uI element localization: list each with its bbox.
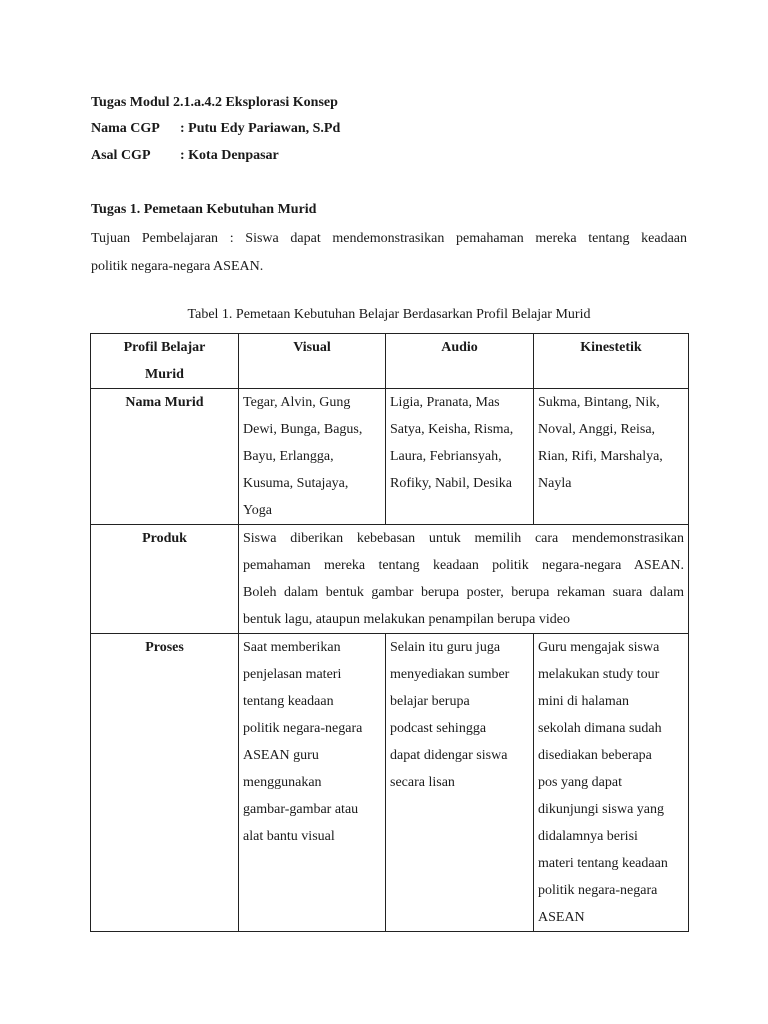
header-profil bbox=[91, 334, 239, 389]
cell-line: dikunjungi siswa yang bbox=[538, 802, 664, 817]
cell-line: gambar-gambar atau bbox=[243, 802, 359, 817]
header-profil-line: Profil Belajar bbox=[123, 340, 206, 355]
cell-line: dapat didengar siswa bbox=[390, 748, 508, 763]
cell-line: Satya, Keisha, Risma, bbox=[390, 422, 514, 437]
cell-produk bbox=[239, 525, 689, 634]
cell-line: politik negara-negara bbox=[243, 721, 363, 736]
learning-objective bbox=[91, 225, 687, 280]
cell-line: pos yang dapat bbox=[538, 775, 622, 790]
cell-line: Tegar, Alvin, Gung bbox=[243, 395, 351, 410]
cell-line: Rian, Rifi, Marshalya, bbox=[538, 449, 663, 464]
cell-line: mini di halaman bbox=[538, 694, 629, 709]
cell-nama-visual bbox=[239, 389, 386, 525]
cell-line: Kusuma, Sutajaya, bbox=[243, 476, 349, 491]
assignment-title: Tugas Modul 2.1.a.4.2 Eksplorasi Konsep bbox=[91, 95, 338, 110]
cell-line: pemahaman mereka tentang keadaan politik negara-negara ASEAN. bbox=[243, 558, 684, 573]
name-value: : Putu Edy Pariawan, S.Pd bbox=[180, 121, 341, 136]
cell-line: politik negara-negara bbox=[538, 883, 658, 898]
cell-line: Laura, Febriansyah, bbox=[390, 449, 502, 464]
header-kinestetik: Kinestetik bbox=[534, 334, 689, 389]
cell-line: Boleh dalam bentuk gambar berupa poster, berupa rekaman suara dalam bbox=[243, 585, 684, 600]
row-label-produk: Produk bbox=[91, 525, 239, 634]
cell-line: ASEAN guru bbox=[243, 748, 319, 763]
row-label-nama-murid: Nama Murid bbox=[91, 389, 239, 525]
cell-line: sekolah dimana sudah bbox=[538, 721, 662, 736]
cell-line: Siswa diberikan kebebasan untuk memilih cara mendemonstrasikan bbox=[243, 531, 684, 546]
table-row-proses bbox=[91, 634, 689, 932]
origin-row bbox=[91, 146, 279, 166]
cell-line: bentuk lagu, ataupun melakukan penampilan berupa video bbox=[243, 612, 570, 627]
header-visual: Visual bbox=[239, 334, 386, 389]
cell-line: Yoga bbox=[243, 503, 272, 518]
header-profil-line: Murid bbox=[145, 367, 184, 382]
table-row-nama-murid bbox=[91, 389, 689, 525]
cell-line: Rofiky, Nabil, Desika bbox=[390, 476, 512, 491]
cell-line: ASEAN bbox=[538, 910, 585, 925]
origin-label: Asal CGP bbox=[91, 148, 151, 163]
cell-line: menggunakan bbox=[243, 775, 322, 790]
header-audio: Audio bbox=[386, 334, 534, 389]
cell-line: penjelasan materi bbox=[243, 667, 342, 682]
cell-line: Noval, Anggi, Reisa, bbox=[538, 422, 656, 437]
cell-proses-audio bbox=[386, 634, 534, 932]
cell-line: menyediakan sumber bbox=[390, 667, 510, 682]
cell-line: Bayu, Erlangga, bbox=[243, 449, 334, 464]
cell-line: disediakan beberapa bbox=[538, 748, 652, 763]
cell-line: Ligia, Pranata, Mas bbox=[390, 395, 500, 410]
origin-value: : Kota Denpasar bbox=[180, 148, 279, 163]
table-caption: Tabel 1. Pemetaan Kebutuhan Belajar Berdasarkan Profil Belajar Murid bbox=[187, 307, 591, 322]
cell-line: Guru mengajak siswa bbox=[538, 640, 660, 655]
cell-line: Selain itu guru juga bbox=[390, 640, 501, 655]
learning-objective-line: Tujuan Pembelajaran : Siswa dapat mendemonstrasikan pemahaman mereka tentang keadaan bbox=[91, 231, 687, 246]
row-label-proses: Proses bbox=[91, 634, 239, 932]
learning-objective-line: politik negara-negara ASEAN. bbox=[91, 258, 264, 274]
cell-line: Nayla bbox=[538, 476, 572, 491]
cell-proses-visual bbox=[239, 634, 386, 932]
cell-line: belajar berupa bbox=[390, 694, 470, 709]
section-title: Tugas 1. Pemetaan Kebutuhan Murid bbox=[91, 202, 317, 217]
cell-nama-audio bbox=[386, 389, 534, 525]
table-row-produk bbox=[91, 525, 689, 634]
cell-nama-kinestetik bbox=[534, 389, 689, 525]
cell-proses-kinestetik bbox=[534, 634, 689, 932]
cell-line: secara lisan bbox=[390, 775, 455, 790]
cell-line: didalamnya berisi bbox=[538, 829, 638, 844]
cell-line: podcast sehingga bbox=[390, 721, 487, 736]
cell-line: Dewi, Bunga, Bagus, bbox=[243, 422, 363, 437]
cell-line: tentang keadaan bbox=[243, 694, 334, 709]
cell-line: Sukma, Bintang, Nik, bbox=[538, 395, 660, 410]
learning-needs-table bbox=[90, 333, 689, 932]
cell-line: Saat memberikan bbox=[243, 640, 341, 655]
cell-line: materi tentang keadaan bbox=[538, 856, 668, 871]
cell-line: alat bantu visual bbox=[243, 829, 335, 844]
name-label: Nama CGP bbox=[91, 121, 160, 136]
name-row bbox=[91, 119, 340, 139]
table-header-row bbox=[91, 334, 689, 389]
cell-line: melakukan study tour bbox=[538, 667, 660, 682]
